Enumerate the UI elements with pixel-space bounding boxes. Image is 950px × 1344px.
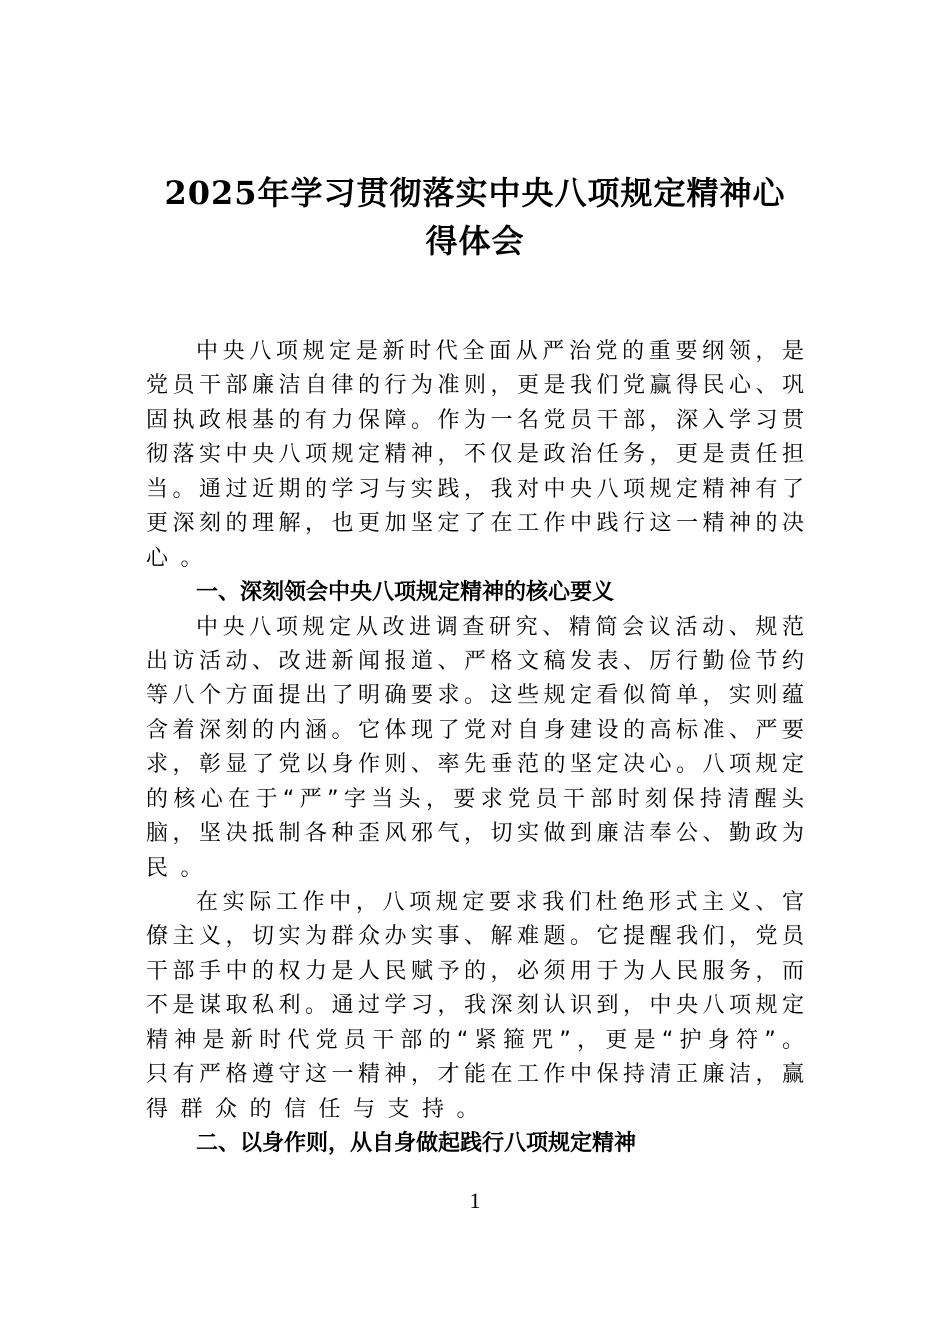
- paragraph-line: 不是谋取私利。通过学习，我深刻认识到，中央八项规定: [146, 993, 804, 1019]
- paragraph-line: 出访活动、改进新闻报道、严格文稿发表、厉行勤俭节约: [146, 648, 804, 674]
- paragraph-line: 中央八项规定是新时代全面从严治党的重要纲领，是: [196, 339, 804, 364]
- paragraph-line: 中央八项规定从改进调查研究、精简会议活动、规范: [196, 614, 804, 640]
- paragraph: [146, 335, 804, 576]
- paragraph-line: 得群众的信任与支持。: [146, 1096, 492, 1122]
- paragraph-line: 只有严格遵守这一精神，才能在工作中保持清正廉洁，赢: [146, 1062, 804, 1088]
- paragraph-line: 求，彰显了党以身作则、率先垂范的坚定决心。八项规定: [146, 752, 804, 778]
- paragraph-line: 脑，坚决抵制各种歪风邪气，切实做到廉洁奉公、勤政为: [146, 821, 804, 847]
- paragraph-line: 等八个方面提出了明确要求。这些规定看似简单，实则蕴: [146, 683, 804, 709]
- paragraph-line: 僚主义，切实为群众办实事、解难题。它提醒我们，党员: [146, 924, 804, 950]
- paragraph-line: 含着深刻的内涵。它体现了党对自身建设的高标准、严要: [146, 717, 804, 743]
- paragraph-line: 心。: [146, 545, 216, 571]
- paragraph-line: 民。: [146, 855, 216, 881]
- document-title-line-1: 2025年学习贯彻落实中央八项规定精神心: [164, 174, 786, 212]
- section-heading: 一、深刻领会中央八项规定精神的核心要义: [196, 580, 615, 606]
- paragraph: [146, 611, 804, 887]
- paragraph-line: 精神是新时代党员干部的“紧箍咒”，更是“护身符”。: [146, 1027, 804, 1053]
- paragraph-line: 党员干部廉洁自律的行为准则，更是我们党赢得民心、巩: [146, 373, 804, 399]
- paragraph-line: 彻落实中央八项规定精神，不仅是政治任务，更是责任担: [146, 442, 804, 468]
- paragraph-line: 的核心在于“严”字当头，要求党员干部时刻保持清醒头: [146, 786, 804, 812]
- paragraph: [146, 886, 804, 1127]
- document-body: [146, 335, 804, 1162]
- paragraph-line: 更深刻的理解，也更加坚定了在工作中践行这一精神的决: [146, 511, 804, 537]
- paragraph-line: 固执政根基的有力保障。作为一名党员干部，深入学习贯: [146, 407, 804, 433]
- page-number: 1: [469, 1188, 481, 1213]
- document-title-line-2: 得体会: [425, 222, 525, 260]
- section-heading: 二、以身作则，从自身做起践行八项规定精神: [196, 1131, 637, 1157]
- paragraph-line: 当。通过近期的学习与实践，我对中央八项规定精神有了: [146, 476, 804, 502]
- paragraph-line: 在实际工作中，八项规定要求我们杜绝形式主义、官: [196, 890, 804, 915]
- paragraph-line: 干部手中的权力是人民赋予的，必须用于为人民服务，而: [146, 958, 804, 984]
